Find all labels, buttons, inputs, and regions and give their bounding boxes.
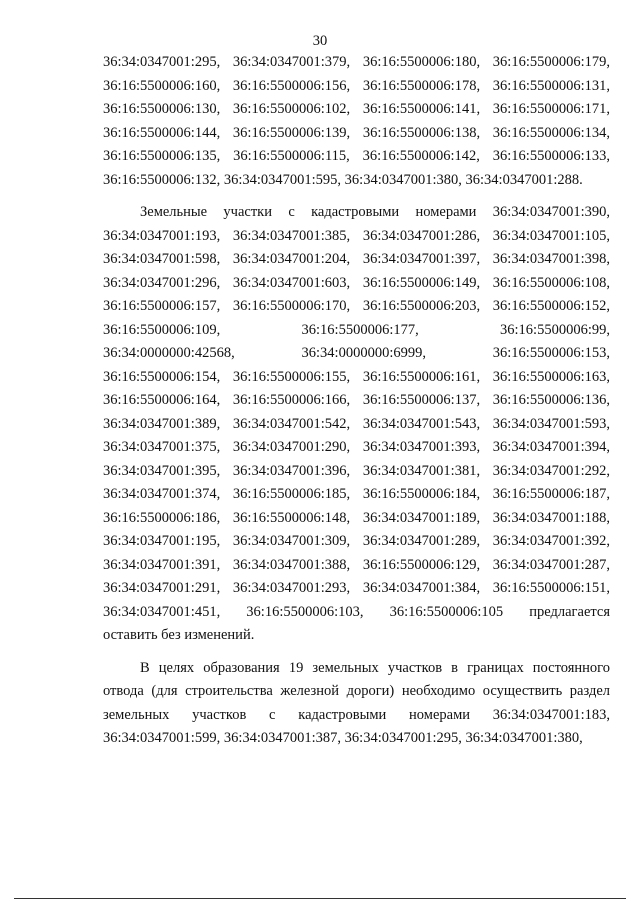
text-line: 36:16:5500006:135, 36:16:5500006:115, 36:16:5500006:142, 36:16:5500006:133, <box>103 148 610 164</box>
text-line: 36:34:0347001:195, 36:34:0347001:309, 36:34:0347001:289, 36:34:0347001:392, <box>103 533 610 549</box>
text-line: 36:34:0347001:375, 36:34:0347001:290, 36:34:0347001:393, 36:34:0347001:394, <box>103 439 610 455</box>
text-line: 36:34:0347001:291, 36:34:0347001:293, 36:34:0347001:384, 36:16:5500006:151, <box>103 580 610 596</box>
text-line: 36:34:0347001:599, 36:34:0347001:387, 36:34:0347001:295, 36:34:0347001:380, <box>103 730 583 746</box>
page-bottom-rule <box>14 898 626 899</box>
text-line: 36:34:0347001:389, 36:34:0347001:542, 36:34:0347001:543, 36:34:0347001:593, <box>103 415 610 432</box>
text-line: 36:34:0347001:295, 36:34:0347001:379, 36:16:5500006:180, 36:16:5500006:179, <box>103 54 610 70</box>
text-line: В целях образования 19 земельных участков в границах постоянного <box>140 659 610 676</box>
text-line: 36:34:0347001:451, 36:16:5500006:103, 36:16:5500006:105 предлагается <box>103 603 610 620</box>
text-line: отвода (для строительства железной дороги) необходимо осуществить раздел <box>103 683 610 699</box>
text-line: 36:16:5500006:130, 36:16:5500006:102, 36:16:5500006:141, 36:16:5500006:171, <box>103 101 610 117</box>
paragraph-gap <box>103 192 610 201</box>
text-line: 36:34:0347001:598, 36:34:0347001:204, 36:34:0347001:397, 36:34:0347001:398, <box>103 251 610 267</box>
text-line: 36:16:5500006:132, 36:34:0347001:595, 36:34:0347001:380, 36:34:0347001:288. <box>103 171 583 188</box>
text-line: оставить без изменений. <box>103 627 255 643</box>
text-line: 36:16:5500006:154, 36:16:5500006:155, 36:16:5500006:161, 36:16:5500006:163, <box>103 368 610 385</box>
text-line: 36:34:0000000:42568, 36:34:0000000:6999, 36:16:5500006:153, <box>103 345 610 361</box>
text-line: Земельные участки с кадастровыми номерами 36:34:0347001:390, <box>140 204 610 220</box>
text-line: 36:34:0347001:193, 36:34:0347001:385, 36:34:0347001:286, 36:34:0347001:105, <box>103 227 610 244</box>
document-body <box>103 51 610 751</box>
text-line: 36:16:5500006:186, 36:16:5500006:148, 36:34:0347001:189, 36:34:0347001:188, <box>103 509 610 526</box>
text-line: 36:34:0347001:391, 36:34:0347001:388, 36:16:5500006:129, 36:34:0347001:287, <box>103 556 610 573</box>
paragraph <box>103 51 610 192</box>
page-number: 30 <box>312 33 328 49</box>
text-line: 36:16:5500006:109, 36:16:5500006:177, 36:16:5500006:99, <box>103 321 610 338</box>
paragraph-gap <box>103 648 610 657</box>
text-line: 36:16:5500006:164, 36:16:5500006:166, 36:16:5500006:137, 36:16:5500006:136, <box>103 392 610 408</box>
text-line: 36:16:5500006:144, 36:16:5500006:139, 36:16:5500006:138, 36:16:5500006:134, <box>103 124 610 141</box>
text-line: 36:34:0347001:296, 36:34:0347001:603, 36:16:5500006:149, 36:16:5500006:108, <box>103 274 610 291</box>
text-line: 36:34:0347001:395, 36:34:0347001:396, 36:34:0347001:381, 36:34:0347001:292, <box>103 462 610 479</box>
text-line: земельных участков с кадастровыми номерами 36:34:0347001:183, <box>103 706 610 723</box>
text-line: 36:16:5500006:160, 36:16:5500006:156, 36:16:5500006:178, 36:16:5500006:131, <box>103 77 610 94</box>
paragraph <box>103 201 610 648</box>
text-line: 36:16:5500006:157, 36:16:5500006:170, 36:16:5500006:203, 36:16:5500006:152, <box>103 298 610 314</box>
text-line: 36:34:0347001:374, 36:16:5500006:185, 36:16:5500006:184, 36:16:5500006:187, <box>103 486 610 502</box>
paragraph <box>103 657 610 751</box>
